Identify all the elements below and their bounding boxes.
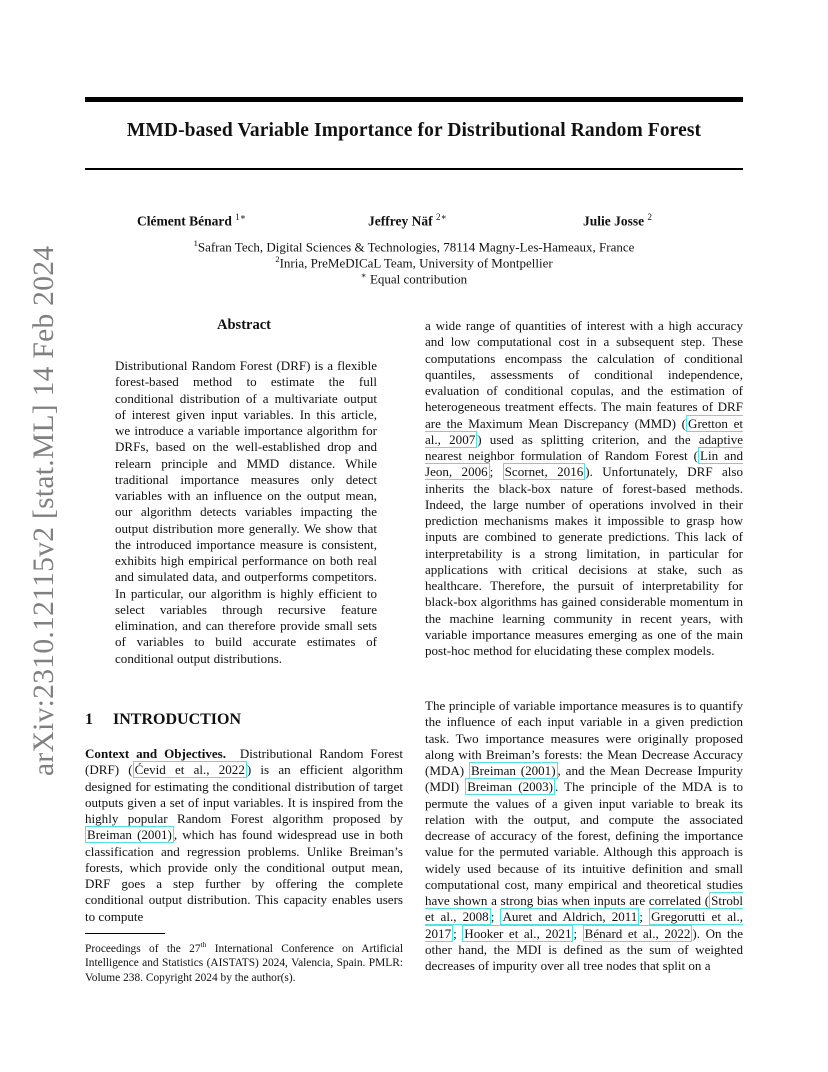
author-3: Julie Josse $^2$ xyxy=(583,212,653,229)
equal-contribution-note: ∗ Equal contribution xyxy=(360,270,468,287)
citation-link[interactable]: Auret and Aldrich, 2011 xyxy=(502,909,638,925)
citation-link[interactable]: Breiman (2001) xyxy=(470,763,556,778)
title-top-rule xyxy=(85,97,743,102)
affiliation-1: $^1$Safran Tech, Digital Sciences & Technologies, 78114 Magny-Les-Hameaux, France xyxy=(193,238,635,255)
abstract-body: Distributional Random Forest (DRF) is a flexible forest-based method to estimate the full conditional distribution of a multivariate output of interest given input variables. In this article, we introduce a variable importance algorithm for DRFs, based on the well-established drop and relearn principle and MMD distance. While traditional importance measures only detect variables with an influence on the output mean, our algorithm detects variables impacting the output distribution more generally. We show that the introduced importance measure is consistent, exhibits high empirical performance on both real and simulated data, and outperforms competitors. In particular, our algorithm is highly efficient to select variables through recursive feature elimination, and can therefore provide small sets of variables to build accurate estimates of conditional output distributions. xyxy=(115,358,377,666)
affiliation-2: $^2$Inria, PreMeDICaL Team, University of Montpellier xyxy=(275,254,553,271)
abstract-heading: Abstract xyxy=(217,317,271,333)
citation-link[interactable]: Bénard et al., 2022 xyxy=(584,925,691,941)
citation-link[interactable]: Breiman (2003) xyxy=(467,779,554,795)
footnote-rule xyxy=(85,933,165,934)
footnote: Proceedings of the 27th International Conference on Artificial Intelligence and Statistics (AISTATS) 2024, Valencia, Spain. PMLR: Volume 238. Copyright 2024 by the author(s). xyxy=(85,940,404,984)
citation-link[interactable]: Breiman (2001) xyxy=(87,827,172,843)
citation-link[interactable]: Gretton et al., 2007 xyxy=(425,415,743,447)
paper-title: MMD-based Variable Importance for Distributional Random Forest xyxy=(126,120,702,141)
intro-paragraph: Context and Objectives. Distributional Random Forest (DRF) ( Ćevid et al., 2022 ) is an efficient algorithm designed for estimating the conditional distribution of target outputs given a set of input variables. It is inspired from the highly popular Random Forest algorithm proposed by Breiman (2001) , which has found widespread use in both classification and regression problems. Unlike Breiman’s forests, which provide only the conditional output mean, DRF goes a step further by offering the complete conditional output distribution. This capacity enables users to compute xyxy=(85,746,403,924)
runin-heading: Context and Objectives. xyxy=(85,746,227,761)
citation-link[interactable]: Lin and Jeon, 2006 xyxy=(425,448,743,480)
citation-link[interactable]: Strobl et al., 2008 xyxy=(425,893,743,925)
arxiv-identifier: arXiv:2310.12115v2 [stat.ML] 14 Feb 2024 xyxy=(28,245,60,776)
variable-importance-paragraph: The principle of variable importance measures is to quantify the influence of each input variable in a given prediction task. Two importance measures were originally proposed along with Breiman’s forests: the Mean Decrease Accuracy (MDA) Breiman (2001) , and the Mean Decrease Impurity (MDI) Breiman (2003) . The principle of the MDA is to permute the values of a given input variable to break its relation with the output, and compute the associated decrease of accuracy of the forest, defining the importance value for the permuted variable. Although this approach is widely used because of its intuitive definition and small computational cost, many empirical and theoretical studies have shown a strong bias when inputs are correlated ( Strobl et al., 2008 ; Auret and Aldrich, 2011 ; Gregorutti et al., 2017 ; Hooker et al., 2021 ; Bénard et al., 2022 ). On the other hand, the MDI is defined as the sum of weighted decreases of impurity over all tree nodes that split on a xyxy=(425,698,744,973)
author-2: Jeffrey Näf $^{2∗}$ xyxy=(368,212,447,229)
author-1: Clément Bénard $^{1∗}$ xyxy=(137,212,246,229)
citation-link[interactable]: Gregorutti et al., 2017 xyxy=(425,909,744,941)
citation-link[interactable]: Hooker et al., 2021 xyxy=(464,925,572,941)
title-bottom-rule xyxy=(85,168,743,170)
citation-link[interactable]: Ćevid et al., 2022 xyxy=(134,762,245,778)
intro-paragraph-continued: a wide range of quantities of interest with a high accuracy and low computational cost in a subsequent step. These computations encompass the calculation of conditional quantiles, assessments of conditional independence, evaluation of conditional copulas, and the estimation of heterogeneous treatment effects. The main features of DRF are the Maximum Mean Discrepancy (MMD) ( Gretton et al., 2007 ) used as splitting criterion, and the adaptive nearest neighbor formulation of Random Forest ( Lin and Jeon, 2006 ; Scornet, 2016 ). Unfortunately, DRF also inherits the black-box nature of forest-based methods. Indeed, the large number of operations involved in their prediction mechanisms makes it impossible to grasp how inputs are combined to generate predictions. This lack of interpretability is a strong limitation, in particular for applications with critical decisions at stake, such as healthcare. Therefore, the pursuit of interpretability for black-box algorithms has gained considerable momentum in the machine learning community in recent years, with variable importance measures emerging as one of the main post-hoc method for elucidating these complex models. xyxy=(425,318,744,658)
section-heading: 1 INTRODUCTION xyxy=(85,711,242,728)
citation-link[interactable]: Scornet, 2016 xyxy=(504,464,584,480)
